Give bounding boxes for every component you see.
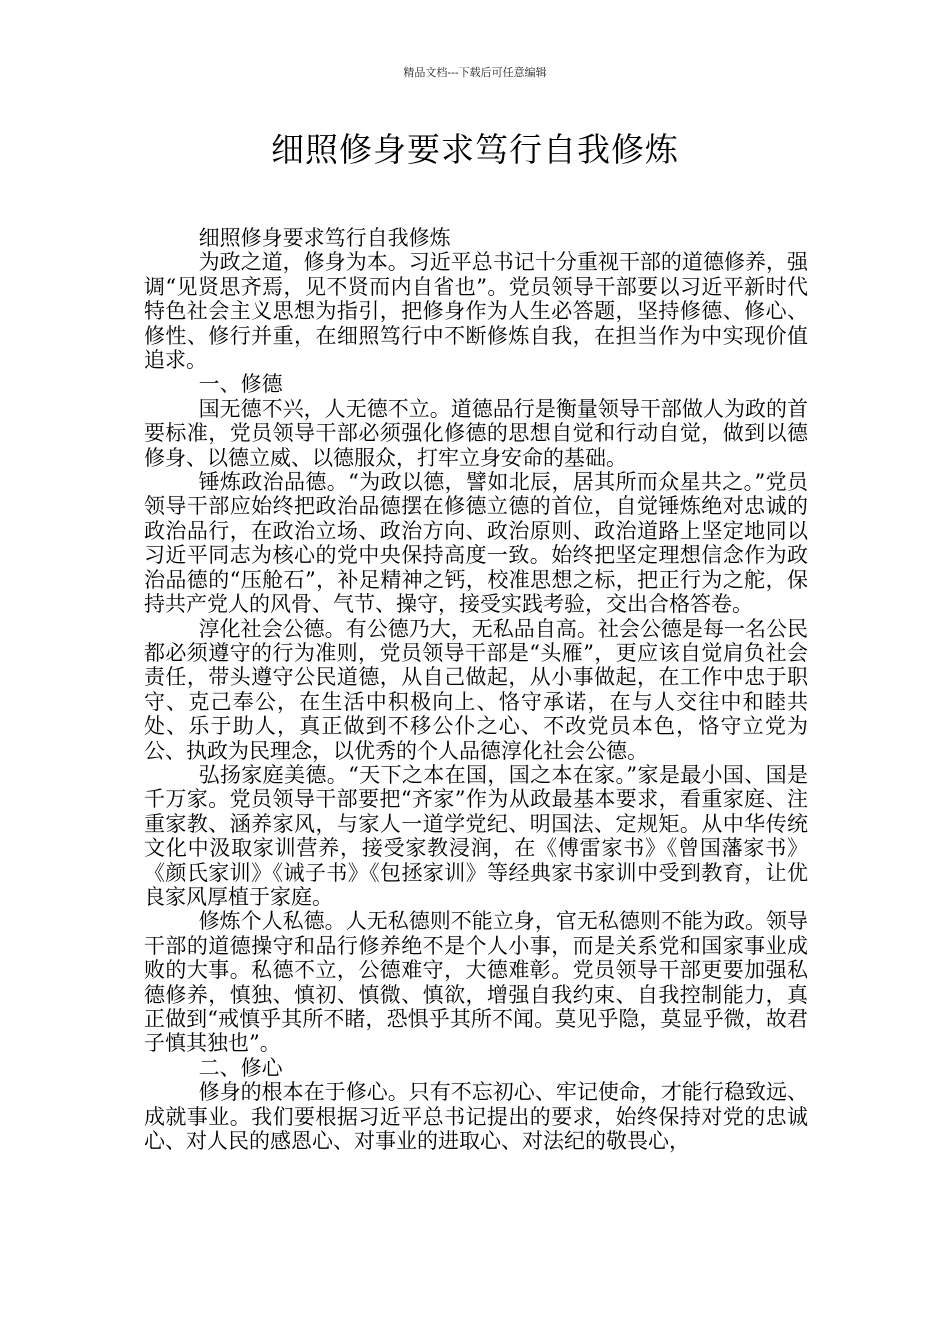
document-title: 细照修身要求笃行自我修炼 [271,130,679,169]
paragraph: 淳化社会公德。有公德乃大，无私品自高。社会公德是每一名公民都必须遵守的行为准则，党员领导干部是“头雁”，更应该自觉肩负社会责任，带头遵守公民道德，从自己做起，从小事做起，在工作中忠于职守、克己奉公，在生活中积极向上、恪守承诺，在与人交往中和睦共处、乐于助人，真正做到不移公仆之心、不改党员本色，恪守立党为公、执政为民理念，以优秀的个人品德淳化社会公德。 [144,616,808,763]
paragraph: 锤炼政治品德。“为政以德，譬如北辰，居其所而众星共之。”党员领导干部应始终把政治品德摆在修德立德的首位，自觉锤炼绝对忠诚的政治品行，在政治立场、政治方向、政治原则、政治道路上坚定地同以习近平同志为核心的党中央保持高度一致。始终把坚定理想信念作为政治品德的“压舱石”，补足精神之钙，校准思想之标，把正行为之舵，保持共产党人的风骨、气节、操守，接受实践考验，交出合格答卷。 [144,470,808,617]
header-note: 精品文档---下载后可任意编辑 [403,66,547,79]
document-body [144,226,808,1153]
paragraph-subtitle: 细照修身要求笃行自我修炼 [198,226,451,250]
paragraph: 国无德不兴，人无德不立。道德品行是衡量领导干部做人为政的首要标准，党员领导干部必须强化修德的思想自觉和行动自觉，做到以德修身、以德立威、以德服众，打牢立身安命的基础。 [144,396,808,470]
paragraph: 修炼个人私德。人无私德则不能立身，官无私德则不能为政。领导干部的道德操守和品行修养绝不是个人小事，而是关系党和国家事业成败的大事。私德不立，公德难守，大德难彰。党员领导干部更要加强私德修养，慎独、慎初、慎微、慎欲，增强自我约束、自我控制能力，真正做到“戒慎乎其所不睹，恐惧乎其所不闻。莫见乎隐，莫显乎微，故君子慎其独也”。 [144,909,808,1056]
paragraph-intro: 为政之道，修身为本。习近平总书记十分重视干部的道德修养，强调“见贤思齐焉，见不贤而内自省也”。党员领导干部要以习近平新时代特色社会主义思想为指引，把修身作为人生必答题，坚持修德、修心、修性、修行并重，在细照笃行中不断修炼自我，在担当作为中实现价值追求。 [144,250,808,373]
section-heading-1: 一、修德 [198,372,283,397]
paragraph: 修身的根本在于修心。只有不忘初心、牢记使命，才能行稳致远、成就事业。我们要根据习近平总书记提出的要求，始终保持对党的忠诚心、对人民的感恩心、对事业的进取心、对法纪的敬畏心， [144,1080,808,1154]
section-heading-2: 二、修心 [198,1055,283,1080]
paragraph: 弘扬家庭美德。“天下之本在国，国之本在家。”家是最小国、国是千万家。党员领导干部要把“齐家”作为从政最基本要求，看重家庭、注重家教、涵养家风，与家人一道学党纪、明国法、定规矩。从中华传统文化中汲取家训营养，接受家教浸润，在《傅雷家书》《曾国藩家书》《颜氏家训》《诫子书》《包拯家训》等经典家书家训中受到教育，让优良家风厚植于家庭。 [144,762,808,909]
